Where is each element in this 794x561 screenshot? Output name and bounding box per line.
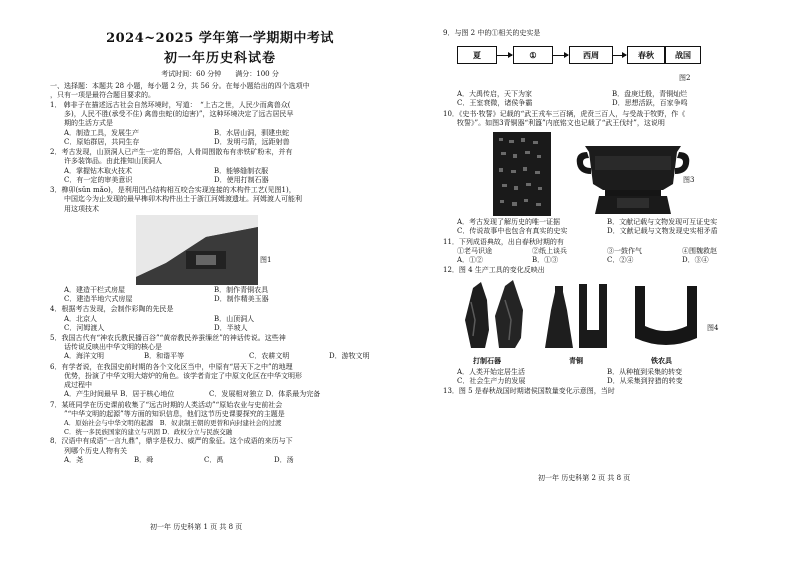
flow-box-1: ① (513, 46, 553, 64)
q12-line-1: 12．图 4 生产工具的变化反映出 (443, 266, 545, 275)
option: C．有一定的审美意识 (64, 175, 133, 184)
q1-line-3: 期的生活方式是 (64, 119, 113, 128)
option: C．②④ (607, 256, 634, 265)
option: C．发展相对独立 D．体系最为完备 (209, 390, 321, 399)
option: C．农耕文明 (249, 352, 290, 361)
option: B．水居山洞，驯建虫蛇 (214, 128, 290, 137)
section-heading (50, 82, 390, 100)
q7-line-1: 7．某班同学在历史课前收集了“远古时期的人类活动”“原始农业与史前社会 (50, 400, 283, 409)
q4-options (50, 315, 390, 333)
q6-line-3: 成过程中 (64, 381, 92, 390)
option: B．和谐平等 (144, 352, 185, 361)
q8-line-2: 列哪个历史人物有关 (64, 446, 127, 455)
tool-label-iron: 铁农具 (651, 355, 672, 365)
q13-line-1: 13．图 5 是春秋战国时期诸侯国数量变化示意图，当时 (443, 387, 615, 396)
q3-line-2: 中国迄今为止发现的最早榫卯木构件出土于浙江河姆渡遗址。河姆渡人可能利 (64, 195, 302, 204)
figure-3-caption: 图3 (683, 176, 695, 185)
question-13 (443, 387, 758, 396)
stone-tools-image (461, 280, 531, 350)
option: D．半坡人 (214, 323, 248, 332)
exam-title: 2024~2025 学年第一学期期中考试 (106, 31, 334, 46)
flow-box-xia: 夏 (457, 46, 497, 64)
option: B．舜 (134, 455, 154, 464)
question-1 (50, 101, 390, 147)
section-line-1: 一、选择题：本题共 28 小题，每小题 2 分，共 56 分。在每小题给出的四个选项中 (50, 81, 310, 90)
question-8 (50, 437, 390, 465)
q1-line-1: 1． 韩非子在描述远古社会自然环境时，写道： “上古之世，人民少而禽兽众( (50, 101, 291, 110)
option: A．原始社会与中华文明的起源 B．奴隶制王朝的更替和向封建社会的过渡 (64, 419, 282, 428)
flow-box-zhanguo: 战国 (665, 46, 701, 64)
exam-meta: 考试时间：60 分钟 满分：100 分 (161, 70, 279, 79)
q11-line-1: 11．下列成语典故，出自春秋时期的有 (443, 237, 564, 246)
q6-line-1: 6．有学者说，在我国史前时期的各个文化区当中，中原有“居天下之中”的地理 (50, 362, 293, 371)
q9-line-1: 9．与图 2 中的①相关的史实是 (443, 29, 541, 37)
option: C．统一多民族国家的建立与巩固 D．政权分立与民族交融 (64, 427, 233, 436)
option: A．考古发现了解历史的唯一证据 (457, 218, 561, 227)
figure-1-container (50, 214, 390, 286)
option: C．社会生产力的发展 (457, 376, 526, 385)
q8-line-1: 8．汉语中有成语“一言九鼎”，鼎字是权力、威严的象征。这个成语的来历与下 (50, 437, 293, 446)
option: B．山顶洞人 (214, 314, 255, 323)
idiom-item: ③一鼓作气 (607, 246, 642, 255)
q10-options (443, 218, 758, 236)
option: D．③④ (682, 256, 709, 265)
q1-options (50, 129, 390, 147)
option: A．大禹传启，天下为家 (457, 90, 533, 99)
option: B．盘庚迁殷，青铜灿烂 (612, 90, 688, 99)
q2-line-1: 2．考古发现，山顶洞人已产生一定的葬俗，人骨周围散布有赤铁矿粉末，并有 (50, 148, 293, 157)
flow-arrow (613, 55, 626, 56)
option: C．原始群居，共同生存 (64, 137, 140, 146)
idiom-item: ②纸上谈兵 (532, 246, 567, 255)
q3-line-3: 用这项技术 (64, 204, 99, 213)
mortise-tenon-photo (136, 215, 258, 285)
q6-line-2: 优势，扮演了中华文明大熔炉的角色。该学者肯定了中原文化区在中华文明形 (64, 371, 302, 380)
option: D．思想活跃，百家争鸣 (612, 99, 688, 108)
right-page (443, 28, 758, 396)
option: C．传说故事中也包含有真实的史实 (457, 227, 568, 236)
option: C．禹 (204, 455, 224, 464)
figure-2-flowchart (443, 38, 758, 90)
option: D．游牧文明 (329, 352, 370, 361)
question-9 (443, 29, 758, 109)
option: D．使用打制石器 (214, 175, 269, 184)
option: B．①③ (532, 256, 559, 265)
question-3 (50, 186, 390, 304)
q11-items (443, 247, 758, 256)
question-10 (443, 110, 758, 237)
option: C．河姆渡人 (64, 323, 105, 332)
q3-options (50, 286, 390, 304)
q3-line-1: 3．榫卯(sǔn mǎo)，是利用凹凸结构相互咬合实现连接的木构件工艺(见图1)， (50, 186, 296, 195)
option: A．海洋文明 (64, 352, 105, 361)
option: A．产生时间最早 B．居于核心地位 (64, 390, 175, 399)
option: D．制作精美玉器 (214, 295, 269, 304)
figure-4-container (443, 276, 758, 368)
figure-3-container (443, 128, 758, 218)
option: D．从采集到狩猎的转变 (607, 376, 683, 385)
q5-line-2: 话传说反映出中华文明的核心是 (64, 343, 162, 352)
question-6 (50, 363, 390, 400)
question-12 (443, 266, 758, 386)
idiom-item: ④围魏救赵 (682, 246, 717, 255)
iron-farm-tool-image (629, 280, 703, 350)
tool-label-bronze: 青铜 (569, 355, 583, 365)
option: B．文献记载与文物发现可互证史实 (607, 218, 718, 227)
q5-options (50, 352, 390, 361)
q9-options (443, 90, 758, 108)
option: C．建造半地穴式房屋 (64, 295, 133, 304)
q4-line-1: 4．根据考古发现，会制作彩陶的先民是 (50, 305, 174, 314)
q8-options (50, 456, 390, 465)
option: A．尧 (64, 455, 84, 464)
q1-line-2: 多)，人民不胜(承受不住) 禽兽虫蛇(的迫害)”，这种环境决定了远古居民早 (64, 110, 294, 119)
q10-line-1: 10．《史书·牧誓》记载的“武王戎车三百辆，虎贲三百人，与受战于牧野，作《 (443, 109, 686, 118)
option: A．北京人 (64, 314, 98, 323)
tool-label-stone: 打制石器 (473, 355, 501, 365)
option: B．能够缝制衣服 (214, 166, 269, 175)
q5-line-1: 5．我国古代有“神农氏教民播百谷”“黄帝教民养蚕缫丝”的神话传说。这些神 (50, 334, 286, 342)
option: A．制造工具，发展生产 (64, 128, 140, 137)
q11-options (443, 256, 758, 265)
q12-options (443, 368, 758, 386)
question-4 (50, 305, 390, 333)
option: A．①② (457, 256, 484, 265)
q2-line-2: 许多装饰品。由此推知山顶洞人 (64, 157, 162, 166)
li-gui-bronze-vessel-image (573, 132, 693, 216)
bronze-tools-image (541, 280, 615, 350)
flow-arrow (553, 55, 568, 56)
figure-4-caption: 图4 (707, 323, 719, 332)
figure-1-caption: 图1 (260, 255, 272, 264)
inscription-rubbing-image (493, 132, 551, 216)
question-5 (50, 334, 390, 362)
left-page (50, 30, 390, 465)
option: D．汤 (274, 455, 294, 464)
flow-box-xizhou: 西周 (569, 46, 613, 64)
question-2 (50, 148, 390, 185)
question-11 (443, 238, 758, 266)
option: C．王室衰微，诸侯争霸 (457, 99, 533, 108)
q7-line-2: ”“中华文明的起源”等方面的知识信息，他们这节历史课要探究的主题是 (64, 409, 285, 418)
left-page-footer: 初一年 历史科第 1 页 共 8 页 (150, 523, 243, 531)
flow-arrow (497, 55, 512, 56)
right-page-footer: 初一年 历史科第 2 页 共 8 页 (538, 474, 631, 482)
section-line-2: ，只有一项是最符合题目要求的。 (50, 90, 155, 99)
option: B．从种植到采集的转变 (607, 367, 683, 376)
q6-options (50, 390, 390, 399)
option: D．文献记载与文物发现史实相矛盾 (607, 227, 718, 236)
exam-subtitle: 初一年历史科试卷 (163, 51, 276, 67)
option: D．发明弓箭，远距射兽 (214, 137, 290, 146)
option: A．掌握钻木取火技术 (64, 166, 133, 175)
figure-2-caption: 图2 (679, 74, 691, 83)
q10-line-2: 牧誓》”。如图3青铜器“利簋”内底铭文也记载了“武王伐纣”，这说明 (457, 118, 665, 127)
option: B．制作青铜农具 (214, 285, 269, 294)
option: A．人类开始定居生活 (457, 367, 526, 376)
q7-options (50, 419, 390, 436)
option: A．建造干栏式房屋 (64, 285, 126, 294)
question-7 (50, 401, 390, 437)
q2-options (50, 167, 390, 185)
flow-box-chunqiu: 春秋 (627, 46, 665, 64)
idiom-item: ①老马识途 (457, 246, 492, 255)
